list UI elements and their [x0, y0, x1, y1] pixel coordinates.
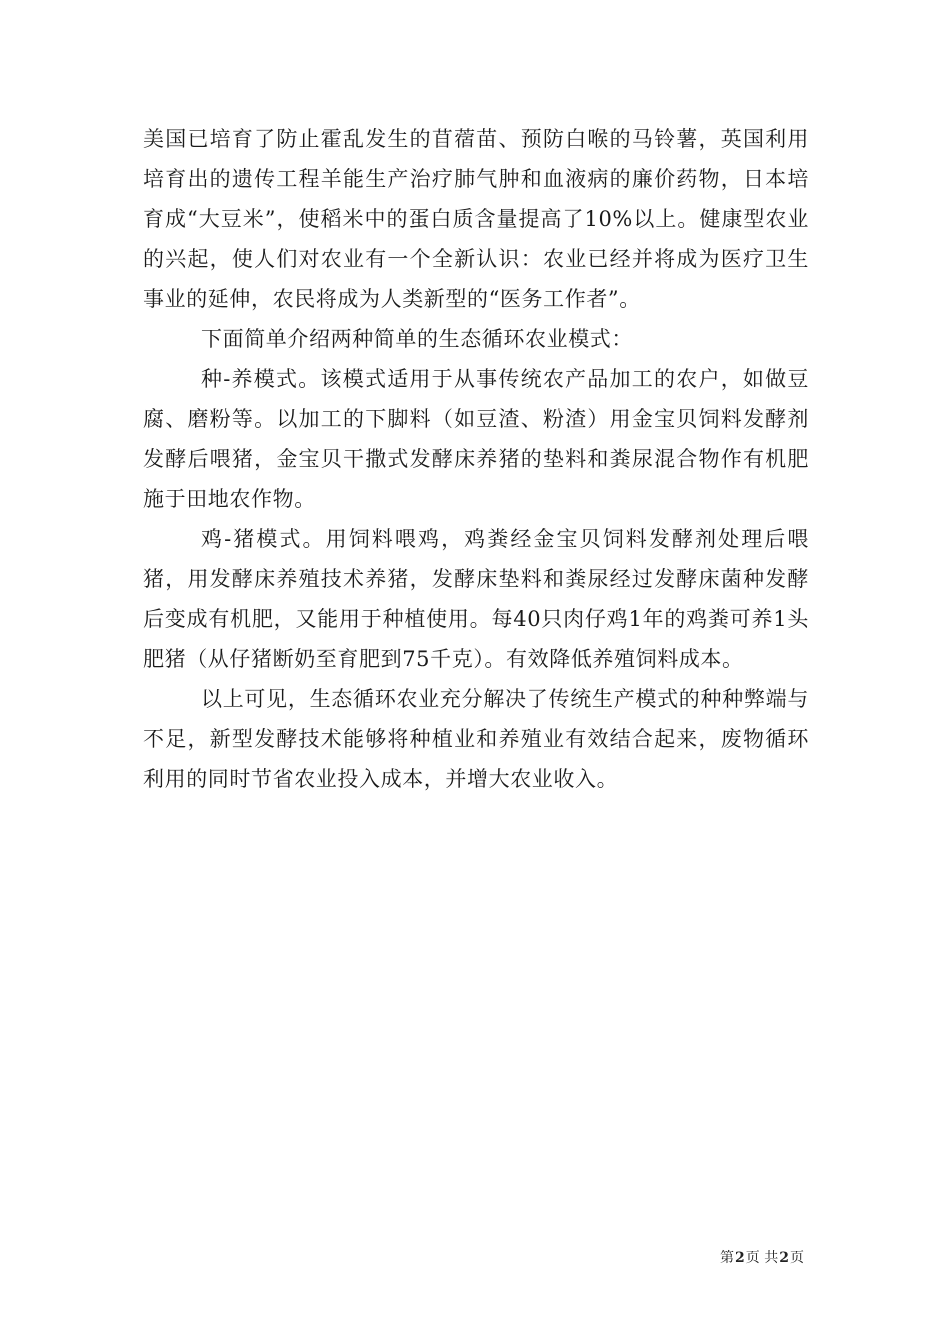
- paragraph-health-agriculture: 美国已培育了防止霍乱发生的苜蓿苗、预防白喉的马铃薯，英国利用培育出的遗传工程羊能生产治疗肺气肿和血液病的廉价药物，日本培育成“大豆米”，使稻米中的蛋白质含量提高了10%以上。健康型农业的兴起，使人们对农业有一个全新认识：农业已经并将成为医疗卫生事业的延伸，农民将成为人类新型的“医务工作者”。: [143, 127, 809, 311]
- footer-total-pages: 2: [779, 1250, 789, 1266]
- footer-suffix: 页: [789, 1250, 804, 1266]
- paragraph-chicken-pig-model: 鸡-猪模式。用饲料喂鸡，鸡粪经金宝贝饲料发酵剂处理后喂猪，用发酵床养殖技术养猪，发酵床垫料和粪尿经过发酵床菌种发酵后变成有机肥，又能用于种植使用。每40只肉仔鸡1年的鸡粪可养1头肥猪（从仔猪断奶至育肥到75千克）。有效降低养殖饲料成本。: [143, 527, 809, 671]
- footer-middle: 页 共: [745, 1250, 779, 1266]
- paragraph-planting-breeding-model: 种-养模式。该模式适用于从事传统农产品加工的农户，如做豆腐、磨粉等。以加工的下脚料（如豆渣、粉渣）用金宝贝饲料发酵剂发酵后喂猪，金宝贝干撒式发酵床养猪的垫料和粪尿混合物作有机肥施于田地农作物。: [143, 367, 809, 511]
- document-body: [143, 119, 809, 799]
- page-number-footer: [720, 1249, 840, 1267]
- footer-current-page: 2: [735, 1250, 745, 1266]
- paragraph-conclusion: 以上可见，生态循环农业充分解决了传统生产模式的种种弊端与不足，新型发酵技术能够将种植业和养殖业有效结合起来，废物循环利用的同时节省农业投入成本，并增大农业收入。: [143, 687, 809, 791]
- footer-prefix: 第: [720, 1250, 734, 1266]
- paragraph-intro-models: 下面简单介绍两种简单的生态循环农业模式：: [201, 327, 633, 351]
